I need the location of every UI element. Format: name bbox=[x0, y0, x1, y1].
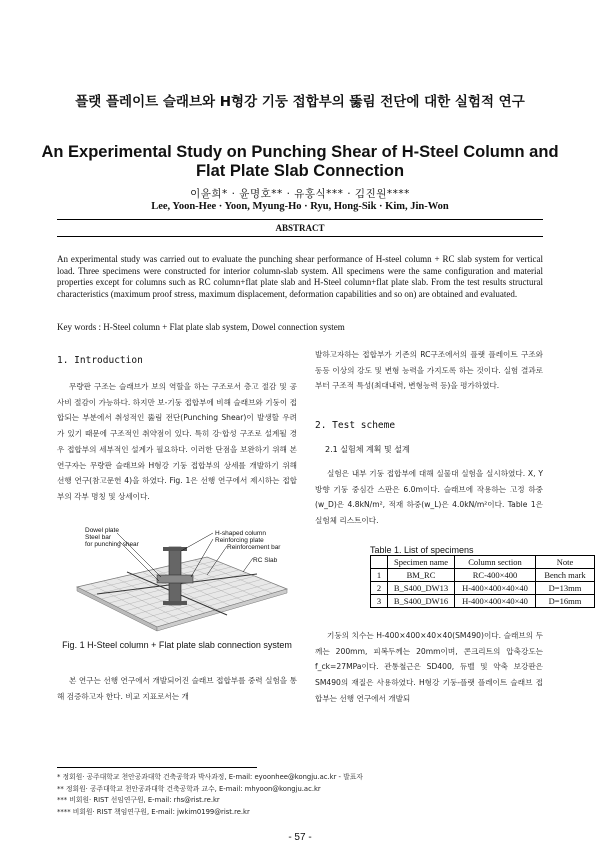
column-2-paragraph-3: 기둥의 치수는 H-400×400×40×40(SM490)이다. 슬래브의 두께는 200mm, 피복두께는 20mm이며, 콘크리트의 압축강도는 f_ck=27MPa이다. 관통철근은 SD400, 듀벨 및 약축 보강판은 SM490의 재질은 사용하였다. H형강 기둥-플랫 플레이트 슬래브 접합부는 선행 연구에서 개발되 bbox=[315, 631, 543, 703]
authors-korean: 이윤희* · 윤명호** · 유홍식*** · 김진원**** bbox=[190, 188, 410, 200]
footnotes bbox=[57, 772, 543, 818]
table-header-row bbox=[371, 556, 595, 569]
footnote-1: * 정회원· 공주대학교 천안공과대학 건축공학과 박사과정, E-mail: eyoonhee@kongju.ac.kr - 발표자 bbox=[57, 773, 363, 781]
abstract-text: An experimental study was carried out to evaluate the punching shear performance of H-steel column + RC slab system for vertical load. Three specimens were constructed for interior column-slab system. All specimens were the same configuration and material properties except for columns such as RC column+flat plate slab and H-Steel column+flat plate slab. From the test results structural characteristics (maximum proof stress, maximum displacement, deformation capabilities and so on) are obtained and evaluated. bbox=[57, 254, 543, 300]
table-cell: D=13mm bbox=[536, 582, 595, 595]
section-2-1-heading: 2.1 실험체 계획 및 설계 bbox=[325, 445, 410, 454]
header-rule-top bbox=[57, 219, 543, 220]
figure-1-caption: Fig. 1 H-Steel column + Flat plate slab connection system bbox=[62, 640, 292, 650]
label-rc-slab: RC Slab bbox=[253, 557, 278, 564]
section-1-paragraph-2: 본 연구는 선행 연구에서 개발되어진 슬래브 접합부를 중력 실험을 통해 검증하고자 한다. 비교 지표로서는 개 bbox=[57, 676, 297, 701]
table-header-cell: Specimen name bbox=[388, 556, 455, 569]
footnote-rule bbox=[57, 767, 257, 768]
label-dowel-plate: Dowel plate bbox=[85, 527, 119, 534]
table-row bbox=[371, 582, 595, 595]
footnote-3: *** 비회원· RIST 선임연구원, E-mail: rhs@rist.re.kr bbox=[57, 796, 220, 804]
column-2-paragraph-1: 발하고자하는 접합부가 기존의 RC구조에서의 플랫 플레이트 구조와 동등 이상의 강도 및 변형 능력을 가지도록 하는 것이다. 실험 결과로부터 구조적 특성(최대내력, 변형능력 등)을 평가하였다. bbox=[315, 350, 543, 391]
header-rule-bottom bbox=[57, 236, 543, 237]
table-cell: RC-400×400 bbox=[455, 569, 536, 582]
specimen-table bbox=[370, 555, 595, 608]
title-english: An Experimental Study on Punching Shear of H-Steel Column and Flat Plate Slab Connection bbox=[41, 143, 559, 180]
table-cell: B_S400_DW16 bbox=[388, 595, 455, 608]
table-cell: Bench mark bbox=[536, 569, 595, 582]
keywords: Key words : H-Steel column + Flat plate slab system, Dowel connection system bbox=[57, 322, 345, 332]
label-punching-shear: for punching shear bbox=[85, 541, 139, 548]
authors-english: Lee, Yoon-Hee · Yoon, Myung-Ho · Ryu, Hong-Sik · Kim, Jin-Won bbox=[151, 201, 449, 212]
footnote-2: ** 정회원· 공주대학교 천안공과대학 건축공학과 교수, E-mail: mhyoon@kongju.ac.kr bbox=[57, 784, 321, 793]
table-cell: H-400×400×40×40 bbox=[455, 582, 536, 595]
table-cell: D=16mm bbox=[536, 595, 595, 608]
section-1-paragraph-1: 무량판 구조는 슬래브가 보의 역할을 하는 구조로서 층고 절감 및 공사비 절감이 가능하다. 하지만 보-기둥 접합부에 비해 슬래브와 기둥이 접합되는 부분에서 취성적인 뚫림 전단(Punching Shear)이 발생할 우려가 있기 때문에 구조적인 취약점이 있다. 특히 강·합성 구조로 설계될 경우 접합부의 세부적인 설계가 필요하다. 이러한 단점을 보완하기 위해 본 연구자는 무량판 슬래브와 H형강 기둥 접합부의 상세를 개발하기 위해 선행 연구(참고문헌 4)을 하였다. Fig. 1은 선행 연구에서 제시하는 접합부의 각부 명칭 및 상세이다. bbox=[57, 382, 297, 501]
table-header-cell: Column section bbox=[455, 556, 536, 569]
page-number: - 57 - bbox=[288, 832, 312, 843]
table-1-caption: Table 1. List of specimens bbox=[370, 545, 474, 555]
abstract-heading: ABSTRACT bbox=[275, 223, 325, 233]
footnote-4: **** 비회원· RIST 책임연구원, E-mail: jwkim0199@rist.re.kr bbox=[57, 807, 250, 816]
section-2-heading: 2. Test scheme bbox=[315, 420, 396, 431]
label-h-column: H-shaped column bbox=[215, 530, 266, 537]
figure-1 bbox=[57, 527, 297, 642]
table-cell: H-400×400×40×40 bbox=[455, 595, 536, 608]
section-1-heading: 1. Introduction bbox=[57, 355, 143, 366]
table-row bbox=[371, 569, 595, 582]
table-row bbox=[371, 595, 595, 608]
table-cell: 2 bbox=[371, 582, 388, 595]
label-steel-bar: Steel bar bbox=[85, 534, 112, 541]
table-cell: 1 bbox=[371, 569, 388, 582]
table-cell: BM_RC bbox=[388, 569, 455, 582]
table-cell: 3 bbox=[371, 595, 388, 608]
label-reinforcement-bar: Reinforcement bar bbox=[227, 544, 281, 551]
title-korean: 플랫 플레이트 슬래브와 H형강 기둥 접합부의 뚫림 전단에 대한 실험적 연구 bbox=[75, 94, 525, 110]
table-header-cell bbox=[371, 556, 388, 569]
column-2-paragraph-2: 실험은 내부 기둥 접합부에 대해 실물대 실험을 실시하였다. X, Y방향 기둥 중심간 스판은 6.0m이다. 슬래브에 작용하는 고정 하중(w_D)은 4.8kN/m², 적재 하중(w_L)은 4.0kN/m²이다. Table 1은 실험체 리스트이다. bbox=[315, 469, 543, 526]
label-reinforcing-plate: Reinforcing plate bbox=[215, 537, 264, 544]
table-cell: B_S400_DW13 bbox=[388, 582, 455, 595]
table-header-cell: Note bbox=[536, 556, 595, 569]
